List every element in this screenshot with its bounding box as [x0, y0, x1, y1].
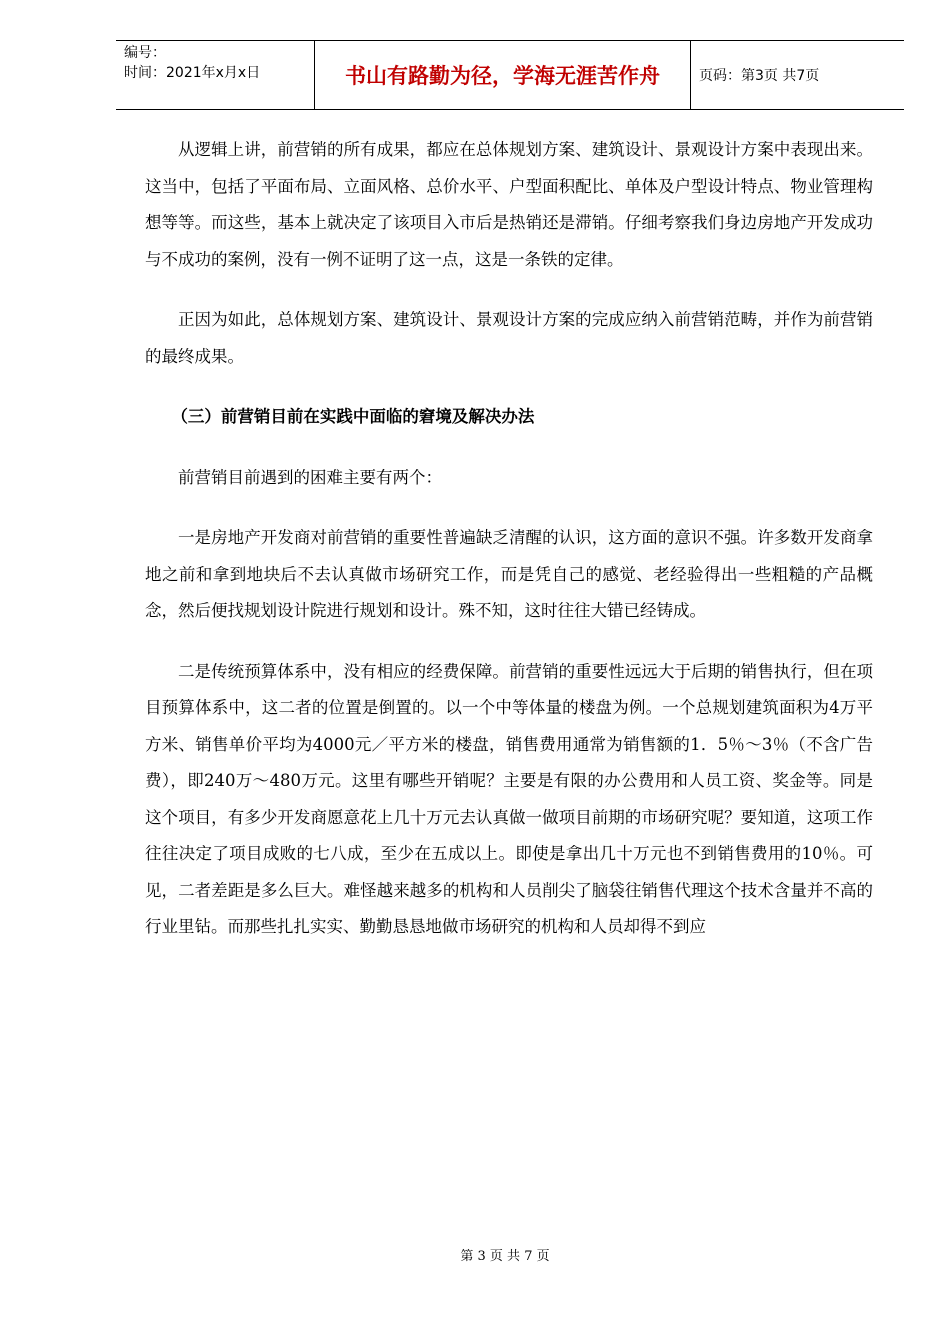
page-header	[116, 40, 904, 110]
document-number-label: 编号：	[124, 45, 166, 61]
document-body	[145, 132, 873, 970]
paragraph: 前营销目前遇到的困难主要有两个：	[178, 467, 442, 487]
document-time-label: 时间：2021年x月x日	[124, 65, 261, 81]
page-footer: 第 3 页 共 7 页	[460, 1249, 550, 1264]
paragraph: 一是房地产开发商对前营销的重要性普遍缺乏清醒的认识，这方面的意识不强。许多数开发商拿地之前和拿到地块后不去认真做市场研究工作，而是凭自己的感觉、老经验得出一些粗糙的产品概念，然后便找规划设计院进行规划和设计。殊不知，这时往往大错已经铸成。	[145, 528, 873, 620]
paragraph: 正因为如此，总体规划方案、建筑设计、景观设计方案的完成应纳入前营销范畴，并作为前营销的最终成果。	[145, 310, 873, 366]
header-meta	[116, 41, 315, 109]
section-heading: （三）前营销目前在实践中面临的窘境及解决办法	[171, 407, 535, 426]
paragraph: 从逻辑上讲，前营销的所有成果，都应在总体规划方案、建筑设计、景观设计方案中表现出来。这当中，包括了平面布局、立面风格、总价水平、户型面积配比、单体及户型设计特点、物业管理构想等等。而这些，基本上就决定了该项目入市后是热销还是滞销。仔细考察我们身边房地产开发成功与不成功的案例，没有一例不证明了这一点，这是一条铁的定律。	[145, 140, 873, 269]
header-motto: 书山有路勤为径，学海无涯苦作舟	[315, 41, 691, 109]
paragraph: 二是传统预算体系中，没有相应的经费保障。前营销的重要性远远大于后期的销售执行，但在项目预算体系中，这二者的位置是倒置的。以一个中等体量的楼盘为例。一个总规划建筑面积为4万平方米、销售单价平均为4000元／平方米的楼盘，销售费用通常为销售额的1．5％～3％（不含广告费），即240万～480万元。这里有哪些开销呢？主要是有限的办公费用和人员工资、奖金等。同是这个项目，有多少开发商愿意花上几十万元去认真做一做项目前期的市场研究呢？要知道，这项工作往往决定了项目成败的七八成，至少在五成以上。即使是拿出几十万元也不到销售费用的10％。可见，二者差距是多么巨大。难怪越来越多的机构和人员削尖了脑袋往销售代理这个技术含量并不高的行业里钻。而那些扎扎实实、勤勤恳恳地做市场研究的机构和人员却得不到应	[145, 661, 873, 936]
header-page-info: 页码：第3页 共7页	[699, 68, 820, 84]
